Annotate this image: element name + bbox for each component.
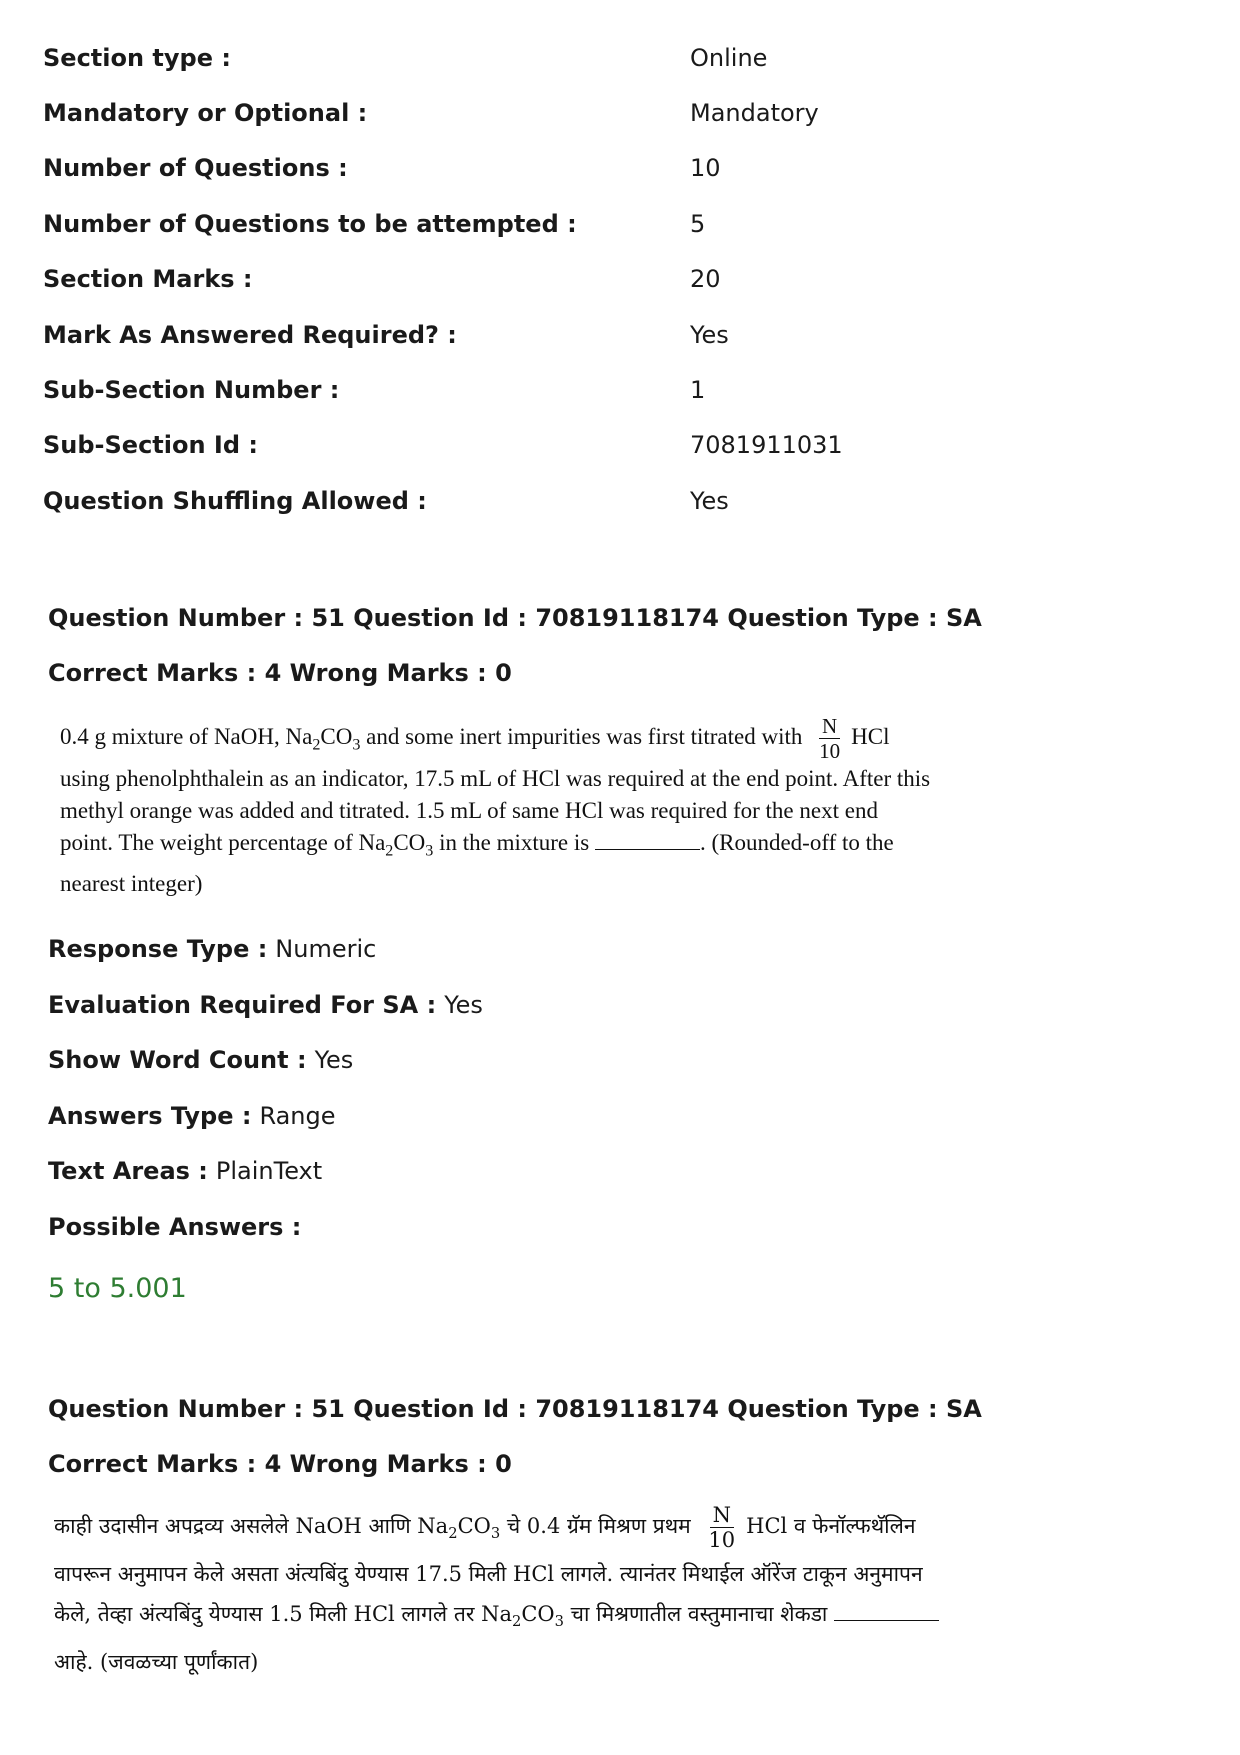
subscript: 2 — [385, 842, 394, 860]
fraction-numerator: N — [710, 1503, 734, 1528]
meta-text-areas — [48, 1144, 1198, 1200]
row-label: Sub-Section Number : — [43, 376, 340, 405]
text-part: CO — [320, 723, 353, 749]
meta-label: Show Word Count : — [48, 1046, 307, 1075]
section-row-marks — [43, 252, 1193, 307]
meta-value: Yes — [314, 1046, 354, 1075]
text-part: in the mixture is — [433, 830, 595, 855]
fraction-numerator: N — [819, 714, 840, 739]
row-value: 7081911031 — [690, 431, 843, 460]
row-label: Mandatory or Optional : — [43, 99, 368, 128]
meta-label: Response Type : — [48, 935, 268, 964]
fraction-denominator: 10 — [819, 739, 841, 763]
text-part: आहे. (जवळच्या पूर्णांकात) — [54, 1650, 259, 1675]
question-block-marathi — [48, 1381, 1198, 1682]
section-row-mandatory — [43, 85, 1193, 140]
question-block-english — [48, 590, 1198, 1317]
answer-blank — [595, 831, 700, 850]
row-value: Mandatory — [690, 99, 819, 128]
question-text — [54, 1503, 949, 1682]
section-row-type — [43, 30, 1193, 85]
subscript: 2 — [312, 736, 321, 754]
text-part: and some inert impurities was first titrated with — [360, 723, 803, 749]
section-row-subsection-number — [43, 362, 1193, 417]
meta-label: Answers Type : — [48, 1101, 252, 1130]
text-part: HCl व फेनॉल्फथॅलिन वापरून अनुमापन केले असता अंत्यबिंदु येण्यास 17.5 मिली HCl लागले. त्यानंतर मिथाईल ऑरेंज टाकून अनुमापन केले, तेव्हा अंत्यबिंदु येण्यास 1.5 मिली HCl लागले तर Na — [54, 1514, 923, 1627]
text-part: काही उदासीन अपद्रव्य असलेले NaOH आणि Na — [54, 1514, 449, 1538]
row-label: Number of Questions to be attempted : — [43, 209, 577, 238]
text-part: CO — [521, 1602, 555, 1627]
answer-blank — [834, 1602, 939, 1621]
question-header: Question Number : 51 Question Id : 70819118174 Question Type : SA — [48, 603, 982, 632]
meta-value: Numeric — [275, 935, 377, 964]
row-value: 1 — [690, 376, 706, 405]
meta-evaluation — [48, 977, 1198, 1033]
fraction-denominator: 10 — [708, 1528, 736, 1552]
text-part: HCl using phenolphthalein as an indicator, 17.5 mL of HCl was required at the end point. After this methyl orange was added and titrated. 1.5 mL of same HCl was required for the next end point. The weight percentage of Na — [60, 723, 931, 855]
meta-value: Range — [259, 1101, 336, 1130]
section-row-subsection-id — [43, 418, 1193, 473]
question-header: Question Number : 51 Question Id : 70819118174 Question Type : SA — [48, 1394, 982, 1423]
section-info-table — [43, 30, 1193, 529]
meta-value: PlainText — [215, 1157, 323, 1186]
subscript: 3 — [352, 736, 361, 754]
subscript: 3 — [554, 1613, 564, 1631]
question-marks: Correct Marks : 4 Wrong Marks : 0 — [48, 658, 512, 687]
meta-response-type — [48, 922, 1198, 978]
meta-label: Possible Answers : — [48, 1212, 302, 1241]
text-part: चा मिश्रणातील वस्तुमानाचा शेकडा — [564, 1602, 835, 1627]
row-label: Section type : — [43, 43, 231, 72]
meta-label: Evaluation Required For SA : — [48, 990, 437, 1019]
question-marks: Correct Marks : 4 Wrong Marks : 0 — [48, 1449, 512, 1478]
row-label: Mark As Answered Required? : — [43, 320, 457, 349]
section-row-to-attempt — [43, 196, 1193, 251]
row-label: Sub-Section Id : — [43, 431, 258, 460]
row-label: Section Marks : — [43, 265, 253, 294]
meta-answers-type — [48, 1088, 1198, 1144]
fraction — [705, 1503, 738, 1552]
row-value: 20 — [690, 265, 721, 294]
text-part: चे 0.4 ग्रॅम मिश्रण प्रथम — [500, 1514, 691, 1538]
meta-word-count — [48, 1033, 1198, 1089]
section-row-shuffling — [43, 473, 1193, 528]
row-label: Question Shuffling Allowed : — [43, 486, 427, 515]
section-row-mark-answered — [43, 307, 1193, 362]
subscript: 2 — [511, 1613, 522, 1631]
row-value: Yes — [690, 320, 729, 349]
possible-answer: 5 to 5.001 — [48, 1273, 187, 1305]
subscript: 2 — [448, 1525, 458, 1543]
row-label: Number of Questions : — [43, 154, 348, 183]
section-row-num-questions — [43, 141, 1193, 196]
row-value: 10 — [690, 154, 721, 183]
meta-label: Text Areas : — [48, 1157, 208, 1186]
question-text — [60, 714, 935, 900]
meta-value: Yes — [444, 990, 483, 1019]
text-part: CO — [393, 830, 426, 855]
fraction — [816, 714, 843, 763]
meta-possible-answers — [48, 1199, 1198, 1255]
row-value: Yes — [690, 486, 729, 515]
row-value: 5 — [690, 209, 706, 238]
text-part: CO — [457, 1514, 491, 1538]
row-value: Online — [690, 43, 768, 72]
text-part: . (Rounded-off to the nearest integer) — [60, 830, 894, 896]
subscript: 3 — [425, 842, 434, 860]
text-part: 0.4 g mixture of NaOH, Na — [60, 723, 313, 749]
subscript: 3 — [490, 1525, 501, 1543]
question-meta — [48, 922, 1198, 1317]
